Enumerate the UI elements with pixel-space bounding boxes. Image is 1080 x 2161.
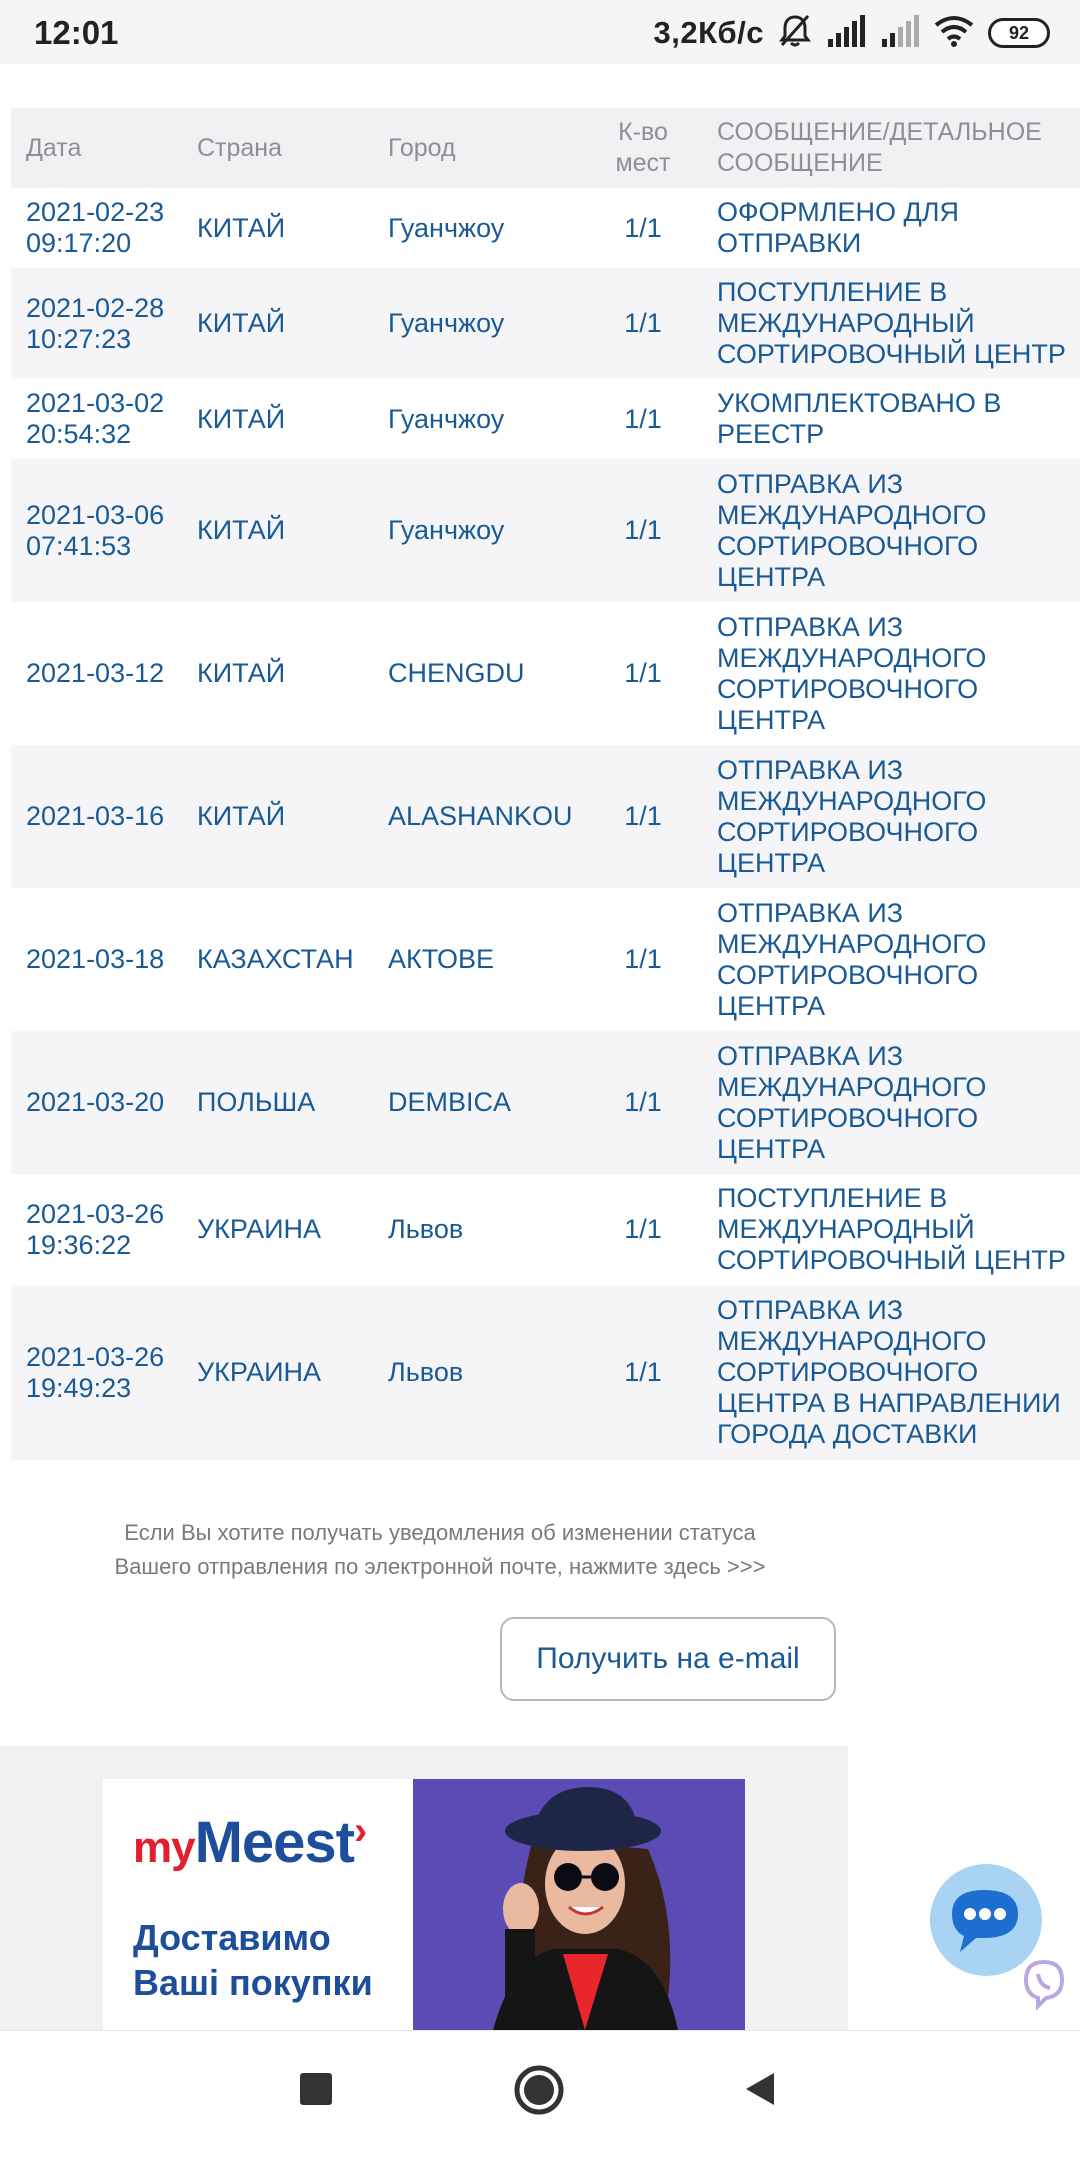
recents-square-icon[interactable]	[296, 2069, 336, 2114]
row-city: Гуанчжоу	[373, 188, 584, 268]
network-speed: 3,2Кб/с	[653, 15, 764, 50]
row-date: 2021-03-18	[11, 888, 182, 1031]
row-message: ОТПРАВКА ИЗ МЕЖДУНАРОДНОГО СОРТИРОВОЧНОГО ЦЕНТРА	[702, 459, 1080, 602]
table-row	[11, 268, 1080, 379]
row-country: ПОЛЬША	[182, 1031, 373, 1174]
row-country: КИТАЙ	[182, 602, 373, 745]
row-country: КИТАЙ	[182, 745, 373, 888]
ad-photo	[413, 1779, 745, 2030]
status-time: 12:01	[34, 14, 119, 51]
table-row	[11, 745, 1080, 888]
row-message: ПОСТУПЛЕНИЕ В МЕЖДУНАРОДНЫЙ СОРТИРОВОЧНЫЙ ЦЕНТР	[702, 1174, 1080, 1285]
row-city: Гуанчжоу	[373, 268, 584, 379]
row-city: ALASHANKOU	[373, 745, 584, 888]
row-message: ОТПРАВКА ИЗ МЕЖДУНАРОДНОГО СОРТИРОВОЧНОГО ЦЕНТРА	[702, 888, 1080, 1031]
row-country: КИТАЙ	[182, 459, 373, 602]
row-city: CHENGDU	[373, 602, 584, 745]
row-message: ОФОРМЛЕНО ДЛЯ ОТПРАВКИ	[702, 188, 1080, 268]
row-city: DEMBICA	[373, 1031, 584, 1174]
tracking-table	[11, 108, 1080, 1460]
mymeest-logo: myMeest›	[133, 1809, 367, 1875]
header-city: Город	[373, 108, 584, 188]
header-country: Страна	[182, 108, 373, 188]
row-qty: 1/1	[584, 602, 702, 745]
row-message: ОТПРАВКА ИЗ МЕЖДУНАРОДНОГО СОРТИРОВОЧНОГО ЦЕНТРА	[702, 1031, 1080, 1174]
home-circle-icon[interactable]	[512, 2063, 566, 2122]
row-date: 2021-02-28 10:27:23	[11, 268, 182, 379]
row-qty: 1/1	[584, 379, 702, 459]
signal-weak-icon	[880, 15, 920, 52]
ad-banner[interactable]	[0, 1746, 848, 2030]
row-date: 2021-02-23 09:17:20	[11, 188, 182, 268]
table-row	[11, 1031, 1080, 1174]
row-date: 2021-03-12	[11, 602, 182, 745]
row-message: ОТПРАВКА ИЗ МЕЖДУНАРОДНОГО СОРТИРОВОЧНОГО ЦЕНТРА	[702, 602, 1080, 745]
row-qty: 1/1	[584, 745, 702, 888]
row-country: КИТАЙ	[182, 188, 373, 268]
ad-slogan: Доставимо Ваші покупки	[133, 1917, 373, 2003]
row-country: УКРАИНА	[182, 1174, 373, 1285]
row-qty: 1/1	[584, 1285, 702, 1460]
header-message: СООБЩЕНИЕ/ДЕТАЛЬНОЕ СООБЩЕНИЕ	[702, 108, 1080, 188]
header-qty: К-во мест	[584, 108, 702, 188]
row-date: 2021-03-26 19:49:23	[11, 1285, 182, 1460]
row-country: КАЗАХСТАН	[182, 888, 373, 1031]
table-row	[11, 1285, 1080, 1460]
status-bar	[0, 0, 1080, 64]
row-city: Гуанчжоу	[373, 379, 584, 459]
row-date: 2021-03-26 19:36:22	[11, 1174, 182, 1285]
row-date: 2021-03-02 20:54:32	[11, 379, 182, 459]
wifi-icon	[934, 15, 974, 52]
row-qty: 1/1	[584, 888, 702, 1031]
header-date: Дата	[11, 108, 182, 188]
back-triangle-icon[interactable]	[740, 2069, 780, 2114]
battery-icon: 92	[988, 18, 1050, 48]
row-date: 2021-03-06 07:41:53	[11, 459, 182, 602]
ad-text-panel	[103, 1779, 413, 2030]
row-city: АКТОВЕ	[373, 888, 584, 1031]
row-country: КИТАЙ	[182, 379, 373, 459]
row-date: 2021-03-16	[11, 745, 182, 888]
status-icons	[653, 12, 1050, 54]
table-row	[11, 888, 1080, 1031]
table-row	[11, 188, 1080, 268]
table-row	[11, 602, 1080, 745]
table-row	[11, 459, 1080, 602]
row-qty: 1/1	[584, 1031, 702, 1174]
row-city: Львов	[373, 1285, 584, 1460]
signal-icon	[826, 15, 866, 52]
row-qty: 1/1	[584, 1174, 702, 1285]
row-city: Львов	[373, 1174, 584, 1285]
email-notify-text: Если Вы хотите получать уведомления об изменении статуса Вашего отправления по электронной почте, нажмите здесь >>>	[114, 1520, 766, 1579]
woman-photo-icon	[413, 1779, 745, 2030]
row-country: УКРАИНА	[182, 1285, 373, 1460]
row-message: ПОСТУПЛЕНИЕ В МЕЖДУНАРОДНЫЙ СОРТИРОВОЧНЫЙ ЦЕНТР	[702, 268, 1080, 379]
row-country: КИТАЙ	[182, 268, 373, 379]
viber-button[interactable]	[1016, 1956, 1072, 2012]
row-qty: 1/1	[584, 188, 702, 268]
row-qty: 1/1	[584, 459, 702, 602]
row-qty: 1/1	[584, 268, 702, 379]
mute-bell-icon	[778, 13, 812, 54]
viber-icon	[1016, 1956, 1072, 2012]
row-message: УКОМПЛЕКТОВАНО В РЕЕСТР	[702, 379, 1080, 459]
row-message: ОТПРАВКА ИЗ МЕЖДУНАРОДНОГО СОРТИРОВОЧНОГО ЦЕНТРА	[702, 745, 1080, 888]
row-date: 2021-03-20	[11, 1031, 182, 1174]
table-row	[11, 1174, 1080, 1285]
system-nav-bar	[0, 2030, 1080, 2161]
get-email-button[interactable]: Получить на e-mail	[500, 1617, 836, 1701]
table-row	[11, 379, 1080, 459]
table-header-row	[11, 108, 1080, 188]
row-message: ОТПРАВКА ИЗ МЕЖДУНАРОДНОГО СОРТИРОВОЧНОГО ЦЕНТРА В НАПРАВЛЕНИИ ГОРОДА ДОСТАВКИ	[702, 1285, 1080, 1460]
row-city: Гуанчжоу	[373, 459, 584, 602]
